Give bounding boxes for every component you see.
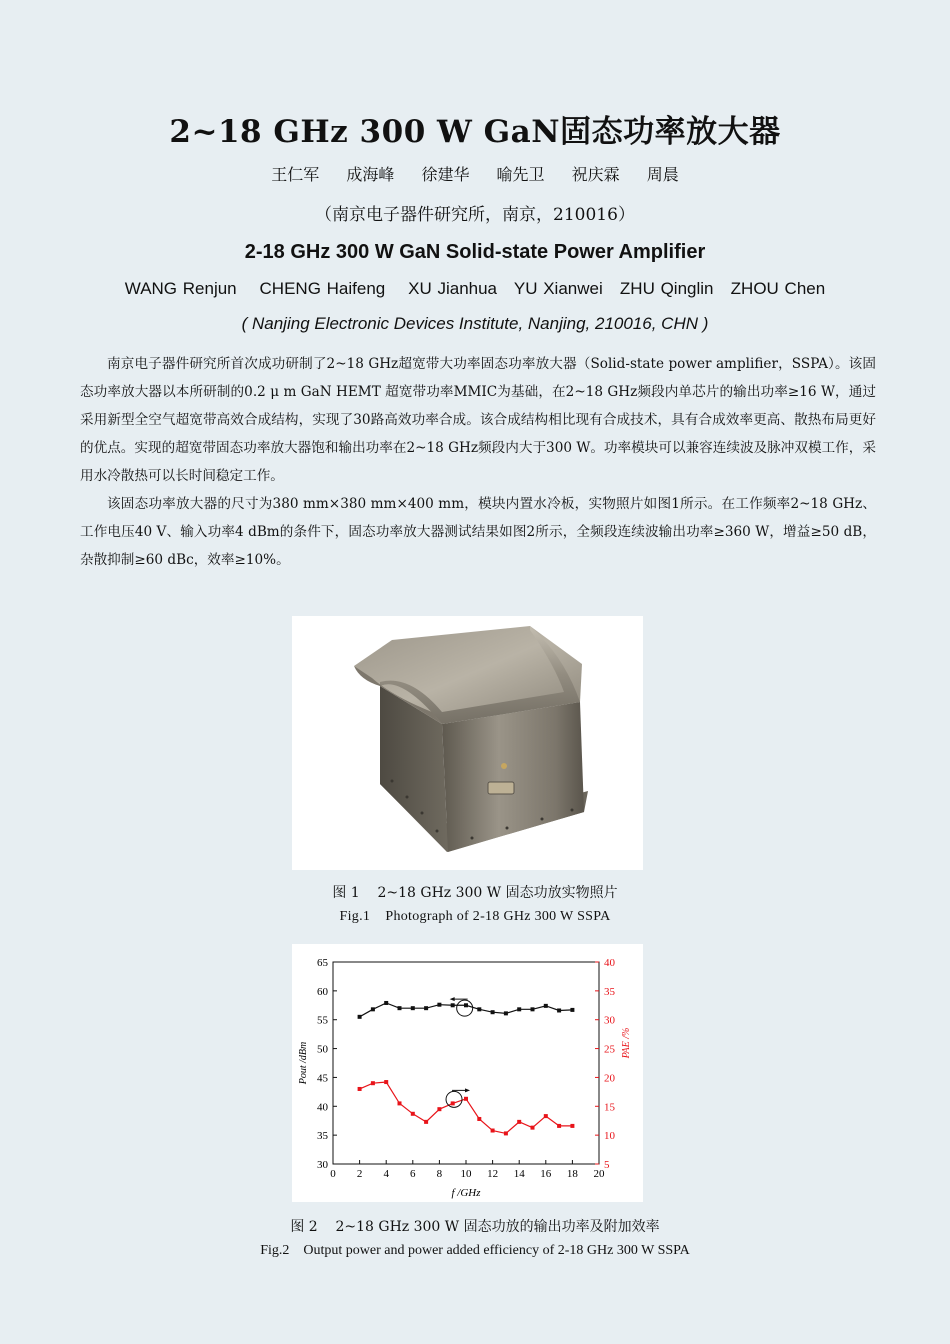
y-left-tick-label: 30	[317, 1159, 328, 1171]
author-cn: 王仁军	[271, 165, 320, 184]
left-arrow-head	[450, 997, 455, 1001]
data-point-pout	[477, 1007, 481, 1011]
figure-1-photo	[292, 616, 643, 870]
data-point-pout	[504, 1011, 508, 1015]
data-point-pout	[464, 1003, 468, 1007]
right-arrow-head	[465, 1088, 470, 1092]
data-point-pout	[371, 1007, 375, 1011]
y-left-tick-label: 60	[317, 985, 328, 998]
figure-1-caption-cn: 图 1 2~18 GHz 300 W 固态功放实物照片	[332, 885, 618, 901]
x-tick-label: 16	[540, 1168, 552, 1180]
y-right-tick-label: 40	[604, 957, 615, 969]
data-point-pout	[544, 1004, 548, 1008]
paragraph-1: 南京电子器件研究所首次成功研制了2~18 GHz超宽带大功率固态功率放大器（Solid-state power amplifier，SSPA）。该固态功率放大器以本所研制的0.2 μ m GaN HEMT 超宽带功率MMIC为基础，在2~18 GHz频段内单芯片的输出功率≥16 W，通过采用新型全空气超宽带高效合成结构，实现了30路高效功率合成。该合成结构相比现有合成技术，具有合成效率更高、散热布局更好的优点。实现的超宽带固态功率放大器饱和输出功率在2~18 GHz频段内大于300 W。功率模块可以兼容连续波及脉冲双模工作，采用水冷散热可以长时间稳定工作。	[80, 356, 876, 484]
data-point-pae	[424, 1120, 428, 1124]
data-point-pae	[517, 1120, 521, 1124]
x-tick-label: 18	[566, 1168, 578, 1180]
author-list-cn	[0, 162, 950, 185]
data-point-pae	[384, 1080, 388, 1084]
x-axis-label: f /GHz	[451, 1187, 481, 1199]
author-cn: 徐建华	[421, 165, 470, 184]
x-tick-label: 12	[487, 1168, 499, 1180]
figure-2-chart	[292, 944, 643, 1202]
y-right-tick-label: 10	[604, 1130, 615, 1143]
data-point-pae	[557, 1124, 561, 1128]
x-tick-label: 20	[593, 1168, 605, 1180]
data-point-pae	[544, 1114, 548, 1118]
y-right-tick-label: 15	[604, 1101, 615, 1114]
data-point-pout	[531, 1007, 535, 1011]
x-tick-label: 6	[410, 1168, 416, 1180]
data-point-pout	[491, 1010, 495, 1014]
data-point-pout	[424, 1006, 428, 1010]
affiliation-en: ( Nanjing Electronic Devices Institute, Nanjing, 210016, CHN )	[241, 314, 709, 333]
data-point-pout	[411, 1006, 415, 1010]
data-point-pout	[557, 1008, 561, 1012]
sspa-photo-image	[292, 616, 643, 870]
data-point-pout	[451, 1003, 455, 1007]
x-tick-label: 0	[330, 1168, 336, 1180]
affiliation-cn: （南京电子器件研究所，南京，210016）	[315, 205, 635, 225]
paper-title-en: 2-18 GHz 300 W GaN Solid-state Power Amplifier	[244, 241, 706, 263]
y-left-tick-label: 35	[317, 1130, 328, 1143]
data-point-pae	[451, 1101, 455, 1105]
data-point-pae	[570, 1124, 574, 1128]
data-point-pout	[437, 1003, 441, 1007]
abstract-body	[80, 350, 876, 574]
data-point-pae	[477, 1117, 481, 1121]
data-point-pae	[358, 1087, 362, 1091]
data-point-pout	[570, 1008, 574, 1012]
data-point-pout	[517, 1007, 521, 1011]
y-left-tick-label: 45	[317, 1072, 328, 1085]
y-left-tick-label: 55	[317, 1014, 328, 1027]
data-point-pout	[358, 1015, 362, 1019]
data-point-pae	[504, 1131, 508, 1135]
paper-title-cn: 2~18 GHz 300 W GaN固态功率放大器	[169, 114, 781, 150]
figure-2-caption-cn: 图 2 2~18 GHz 300 W 固态功放的输出功率及附加效率	[290, 1219, 660, 1235]
author-cn: 祝庆霖	[571, 165, 620, 184]
x-tick-label: 2	[356, 1168, 363, 1180]
pout-pae-chart	[292, 944, 643, 1202]
author-cn: 周晨	[646, 165, 679, 184]
author-cn: 成海峰	[346, 165, 395, 184]
paragraph-2: 该固态功率放大器的尺寸为380 mm×380 mm×400 mm，模块内置水冷板，实物照片如图1所示。在工作频率2~18 GHz、工作电压40 V、输入功率4 dBm的条件下，固态功率放大器测试结果如图2所示，全频段连续波输出功率≥360 W，增益≥50 dB，杂散抑制≥60 dBc，效率≥10%。	[80, 496, 876, 568]
y-left-tick-label: 50	[317, 1043, 328, 1056]
data-point-pae	[371, 1081, 375, 1085]
y-right-tick-label: 5	[604, 1159, 610, 1171]
y-right-tick-label: 25	[604, 1043, 615, 1056]
y-axis-right-label: PAE /%	[621, 1027, 632, 1059]
data-point-pae	[437, 1107, 441, 1111]
data-point-pae	[531, 1126, 535, 1130]
y-right-tick-label: 30	[604, 1014, 615, 1027]
author-cn: 喻先卫	[496, 165, 545, 184]
data-point-pout	[384, 1001, 388, 1005]
figure-2-caption-en: Fig.2 Output power and power added efficiency of 2-18 GHz 300 W SSPA	[260, 1243, 690, 1258]
x-tick-label: 4	[383, 1168, 389, 1180]
y-axis-left-label: Pout /dBm	[298, 1041, 309, 1085]
y-left-tick-label: 40	[317, 1101, 328, 1114]
plot-frame	[333, 962, 599, 1164]
x-tick-label: 10	[460, 1168, 472, 1180]
pout-series-marker-circle	[457, 1000, 473, 1016]
y-right-tick-label: 20	[604, 1072, 615, 1085]
y-left-tick-label: 65	[317, 957, 328, 969]
data-point-pae	[491, 1129, 495, 1133]
data-point-pae	[411, 1112, 415, 1116]
x-tick-label: 8	[436, 1168, 443, 1180]
data-point-pout	[398, 1006, 402, 1010]
x-tick-label: 14	[513, 1168, 525, 1180]
data-point-pae	[398, 1101, 402, 1105]
data-point-pae	[464, 1097, 468, 1101]
author-list-en: WANG Renjun CHENG Haifeng XU Jianhua YU Xianwei ZHU Qinglin ZHOU Chen	[124, 279, 826, 298]
figure-1-caption-en: Fig.1 Photograph of 2-18 GHz 300 W SSPA	[339, 909, 611, 924]
y-right-tick-label: 35	[604, 985, 615, 998]
